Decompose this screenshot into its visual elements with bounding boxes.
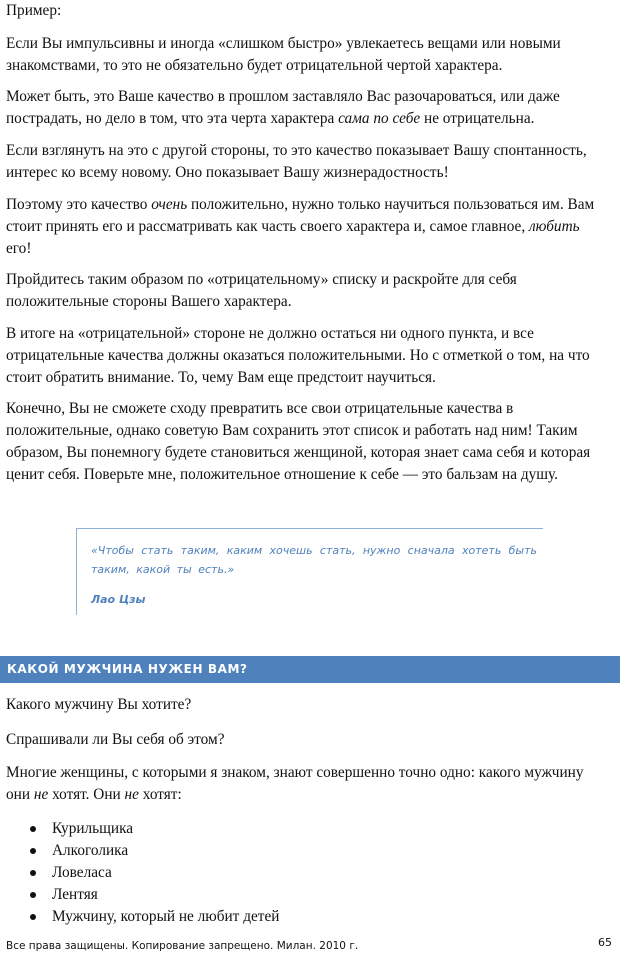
paragraph: [6, 398, 606, 486]
paragraph: [6, 33, 606, 77]
section-header: [0, 656, 620, 683]
paragraph: [6, 269, 606, 313]
quote-author: Лао Цзы: [91, 593, 146, 606]
list-item: [0, 862, 279, 884]
paragraph: [6, 694, 606, 716]
text-run: Может быть, это Ваше качество в прошлом заставляло Вас разочароваться, или даже пострадать, но дело в том, что эта черта характера: [6, 88, 560, 127]
paragraph: [6, 323, 606, 389]
text-run: Многие женщины, с которыми я знаком, знают совершенно точно одно: какого мужчину они: [6, 764, 584, 803]
quote-box: [76, 528, 543, 615]
list-item: [0, 818, 279, 840]
text-run: Пройдитесь таким образом по «отрицательному» списку и раскройте для себя положительные стороны Вашего характера.: [6, 271, 517, 310]
list-item-text: Лентяя: [52, 886, 98, 903]
paragraph: [6, 0, 606, 22]
list-item: [0, 906, 279, 928]
list-item-text: Мужчину, который не любит детей: [52, 908, 280, 925]
bullet-icon: [30, 892, 36, 898]
italic-text: любить: [528, 218, 580, 235]
bullet-list: [0, 818, 279, 928]
text-run: положительно, нужно только научиться пользоваться им. Вам стоит принять его и рассматривать как часть своего характера и, самое главное,: [6, 196, 595, 235]
italic-text: не: [124, 786, 139, 803]
bullet-icon: [30, 914, 36, 920]
text-run: его!: [6, 240, 32, 257]
text-run: Спрашивали ли Вы себя об этом?: [6, 731, 225, 748]
text-run: Если взглянуть на это с другой стороны, то это качество показывает Вашу спонтанность, интерес ко всему новому. Оно показывает Вашу жизнерадостность!: [6, 142, 587, 181]
text-run: Конечно, Вы не сможете сходу превратить все свои отрицательные качества в положительные, однако советую Вам сохранить этот список и работать над ним! Таким образом, Вы понемногу будете становиться женщиной, которая знает сама себя и которая ценит себя. Поверьте мне, положительное отношение к себе — это бальзам на душу.: [6, 400, 591, 483]
italic-text: сама по себе: [338, 110, 421, 127]
italic-text: не: [33, 786, 49, 803]
text-run: хотят:: [138, 786, 182, 803]
text-run: не отрицательна.: [420, 110, 535, 127]
paragraph: [6, 762, 606, 806]
text-run: хотят. Они: [48, 786, 125, 803]
bullet-icon: [30, 870, 36, 876]
text-run: Какого мужчину Вы хотите?: [6, 696, 192, 713]
paragraph: [6, 140, 606, 184]
paragraph: [6, 86, 606, 130]
paragraph: [6, 729, 606, 751]
list-item-text: Курильщика: [52, 820, 134, 837]
list-item-text: Алкоголика: [52, 842, 129, 859]
text-run: Поэтому это качество: [6, 196, 152, 213]
list-item: [0, 840, 279, 862]
quote-text: «Чтобы стать таким, каким хочешь стать, нужно сначала хотеть быть таким, какой ты есть.»: [91, 544, 537, 576]
list-item: [0, 884, 279, 906]
paragraph: [6, 194, 606, 260]
text-run: Если Вы импульсивны и иногда «слишком быстро» увлекаетесь вещами или новыми знакомствами, то это не обязательно будет отрицательной чертой характера.: [6, 35, 561, 74]
text-run: Пример:: [6, 2, 62, 19]
italic-text: очень: [151, 196, 188, 213]
list-item-text: Ловеласа: [52, 864, 112, 881]
bullet-icon: [30, 826, 36, 832]
footer-copyright: Все права защищены. Копирование запрещено. Милан. 2010 г.: [6, 940, 359, 952]
text-run: В итоге на «отрицательной» стороне не должно остаться ни одного пункта, и все отрицательные качества должны оказаться положительными. Но с отметкой о том, на что стоит обратить внимание. То, чему Вам еще предстоит научиться.: [6, 325, 590, 386]
page-number: 65: [598, 936, 612, 949]
section-title: КАКОЙ МУЖЧИНА НУЖЕН ВАМ?: [7, 662, 248, 676]
bullet-icon: [30, 848, 36, 854]
